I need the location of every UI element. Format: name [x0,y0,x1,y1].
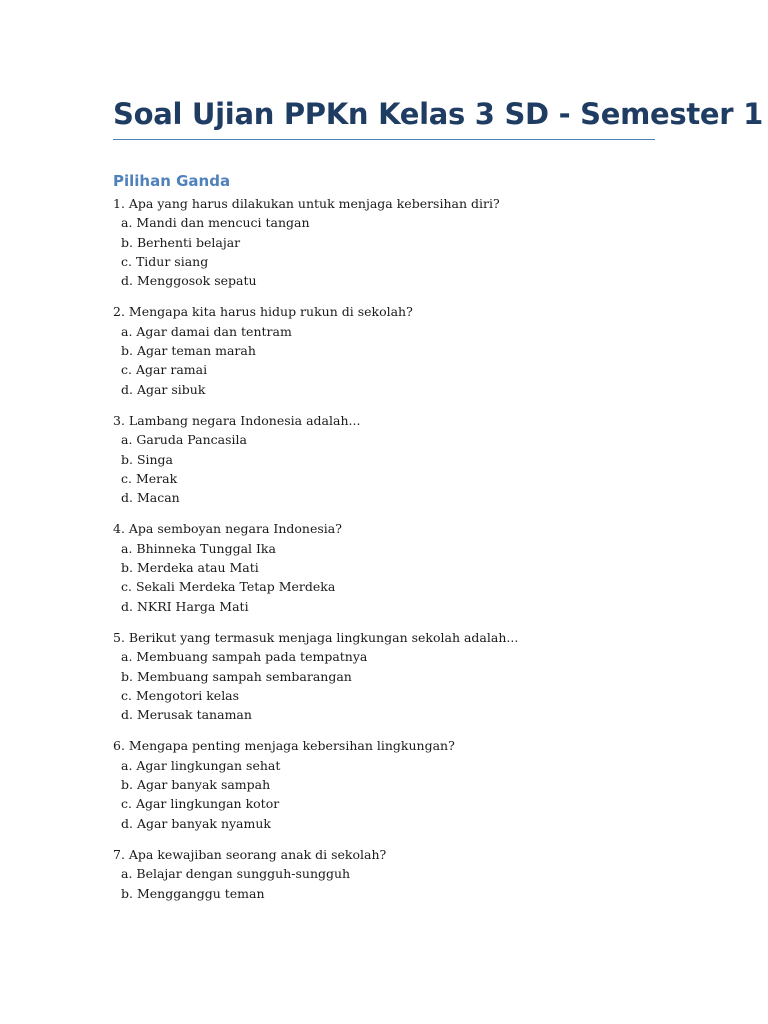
question-7 [113,845,655,903]
document-title: Soal Ujian PPKn Kelas 3 SD - Semester 1 [113,97,763,131]
question-text: 3. Lambang negara Indonesia adalah... [113,412,361,428]
option-b: b. Agar teman marah [121,343,256,359]
option-a: a. Agar damai dan tentram [121,323,292,339]
question-text: 5. Berikut yang termasuk menjaga lingkungan sekolah adalah... [113,629,519,645]
option-b: b. Mengganggu teman [121,885,265,901]
option-c: c. Merak [121,470,178,486]
option-c: c. Mengotori kelas [121,687,240,703]
question-text: 7. Apa kewajiban seorang anak di sekolah? [113,846,387,862]
option-d: d. NKRI Harga Mati [121,598,249,614]
option-b: b. Singa [121,451,174,467]
option-a: a. Mandi dan mencuci tangan [121,215,310,231]
option-b: b. Merdeka atau Mati [121,560,259,576]
question-text: 1. Apa yang harus dilakukan untuk menjaga kebersihan diri? [113,196,500,211]
option-d: d. Agar sibuk [121,381,206,397]
question-list [113,194,655,903]
option-d: d. Menggosok sepatu [121,273,257,289]
option-b: b. Agar banyak sampah [121,777,271,793]
option-d: d. Merusak tanaman [121,707,252,723]
option-a: a. Bhinneka Tunggal Ika [121,540,276,556]
question-6 [113,736,655,832]
question-3 [113,411,655,507]
question-4 [113,519,655,615]
question-1 [113,194,655,290]
question-2 [113,302,655,398]
option-a: a. Agar lingkungan sehat [121,757,281,773]
document-page [113,92,763,915]
option-b: b. Berhenti belajar [121,234,241,250]
option-d: d. Macan [121,490,180,506]
question-5 [113,628,655,724]
option-c: c. Sekali Merdeka Tetap Merdeka [121,579,336,595]
option-c: c. Agar ramai [121,362,208,378]
option-a: a. Belajar dengan sungguh-sungguh [121,866,351,882]
option-b: b. Membuang sampah sembarangan [121,668,352,684]
option-a: a. Membuang sampah pada tempatnya [121,649,368,665]
section-heading: Pilihan Ganda [113,172,231,190]
title-underline [113,139,655,140]
option-c: c. Agar lingkungan kotor [121,796,280,812]
option-d: d. Agar banyak nyamuk [121,815,271,831]
question-text: 4. Apa semboyan negara Indonesia? [113,521,342,537]
option-c: c. Tidur siang [121,253,209,269]
question-text: 2. Mengapa kita harus hidup rukun di sekolah? [113,304,413,320]
question-text: 6. Mengapa penting menjaga kebersihan lingkungan? [113,738,455,754]
option-a: a. Garuda Pancasila [121,432,247,448]
